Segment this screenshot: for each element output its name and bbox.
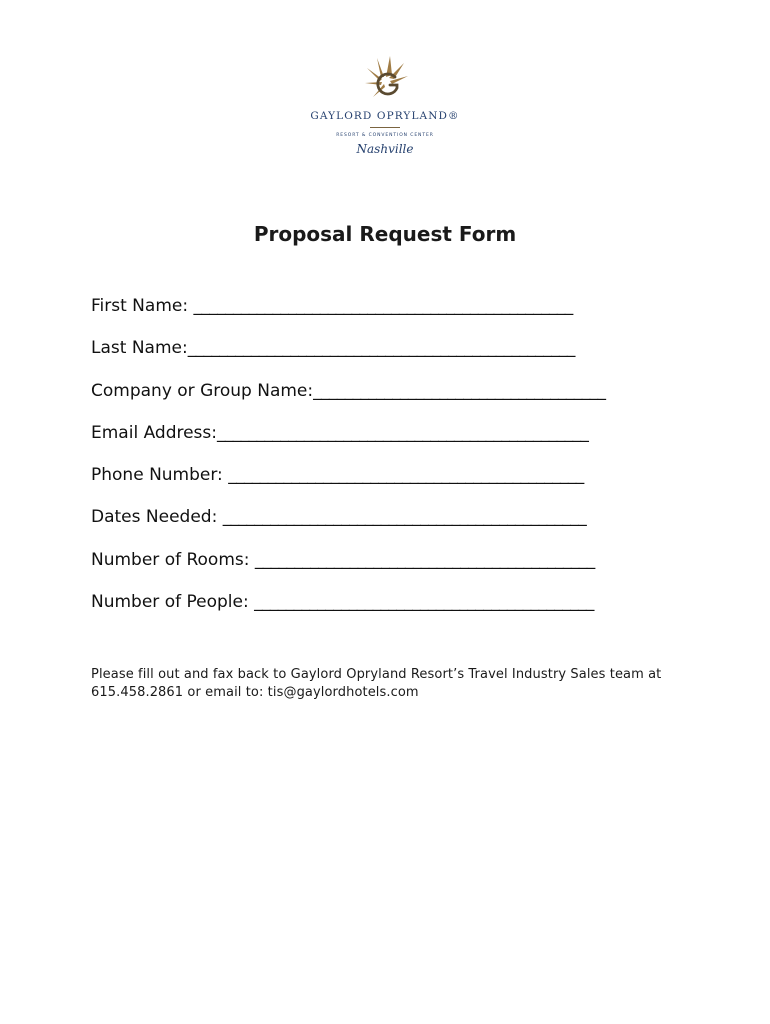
form-fields xyxy=(91,294,691,632)
phone-number-field[interactable] xyxy=(91,463,691,505)
dates-needed-label: Dates Needed: xyxy=(91,507,223,528)
first-name-blank-line[interactable]: ________________________________________________ xyxy=(193,296,573,316)
company-name-field[interactable] xyxy=(91,379,691,421)
number-of-people-field[interactable] xyxy=(91,590,691,632)
logo-subtitle-text: RESORT & CONVENTION CENTER xyxy=(336,133,434,138)
logo-location-script: Nashville xyxy=(356,142,414,156)
last-name-field[interactable] xyxy=(91,336,691,378)
form-instructions: Please fill out and fax back to Gaylord Opryland Resort’s Travel Industry Sales team at 615.458.2861 or email to: tis@gaylordhotels.com xyxy=(91,667,662,700)
form-title: Proposal Request Form xyxy=(253,222,517,246)
dates-needed-blank-line[interactable]: ______________________________________________ xyxy=(222,507,587,528)
last-name-blank-line[interactable]: _________________________________________________ xyxy=(187,338,575,359)
email-address-field[interactable] xyxy=(91,421,691,463)
first-name-field[interactable] xyxy=(91,294,691,336)
dates-needed-field[interactable] xyxy=(91,505,691,547)
logo-divider xyxy=(370,127,400,128)
number-of-rooms-blank-line[interactable]: ___________________________________________ xyxy=(254,549,595,570)
number-of-rooms-label: Number of Rooms: xyxy=(91,549,255,570)
logo-name-text: GAYLORD OPRYLAND® xyxy=(310,110,460,122)
phone-number-label: Phone Number: xyxy=(91,465,229,486)
email-address-label: Email Address: xyxy=(91,422,217,443)
company-name-label: Company or Group Name: xyxy=(91,380,314,401)
phone-number-blank-line[interactable]: _____________________________________________ xyxy=(228,465,584,486)
sunburst-g-emblem-icon xyxy=(300,52,470,108)
first-name-label: First Name: xyxy=(91,296,194,316)
number-of-people-label: Number of People: xyxy=(91,592,255,613)
gaylord-opryland-logo xyxy=(300,52,470,164)
company-name-blank-line[interactable]: _____________________________________ xyxy=(313,380,606,401)
number-of-people-blank-line[interactable]: ___________________________________________ xyxy=(254,592,594,613)
last-name-label: Last Name: xyxy=(91,338,188,359)
email-address-blank-line[interactable]: _______________________________________________ xyxy=(217,422,589,443)
number-of-rooms-field[interactable] xyxy=(91,548,691,590)
